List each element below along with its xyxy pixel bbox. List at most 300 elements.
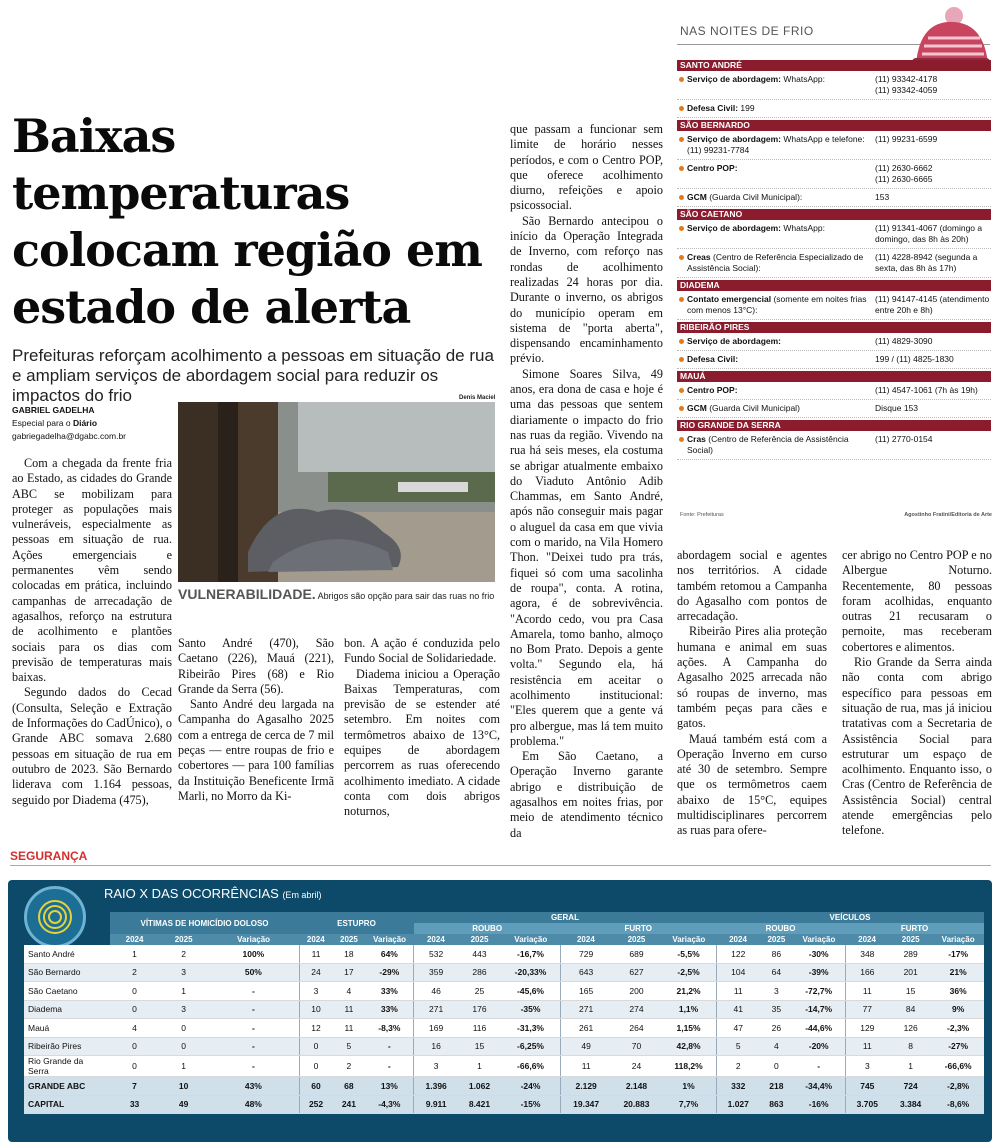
sidebar-contact-row: [677, 189, 991, 207]
sidebar-contact-row: [677, 400, 991, 418]
table-cell: 3: [159, 963, 208, 982]
table-cell: 10: [299, 1000, 333, 1019]
contact-phone: [875, 103, 991, 114]
header-estupro: ESTUPRO: [299, 912, 414, 934]
table-cell: 7: [110, 1077, 159, 1096]
row-city: São Bernardo: [24, 963, 110, 982]
contact-label-detail: (Guarda Civil Municipal):: [706, 192, 803, 202]
row-city: Rio Grande da Serra: [24, 1056, 110, 1077]
year-header: 2025: [760, 934, 793, 945]
table-cell: 24: [299, 963, 333, 982]
contact-label-strong: Contato emergencial: [687, 294, 772, 304]
table-cell: -: [208, 1056, 299, 1077]
table-cell: -44,6%: [793, 1019, 845, 1038]
table-cell: 9.911: [414, 1095, 458, 1114]
year-header: Variação: [662, 934, 716, 945]
table-cell: 241: [333, 1095, 366, 1114]
table-cell: 3.384: [889, 1095, 932, 1114]
year-header: Variação: [501, 934, 560, 945]
table-cell: 3: [845, 1056, 889, 1077]
table-cell: 7,7%: [662, 1095, 716, 1114]
paragraph: Santo André deu largada na Campanha do Agasalho 2025 com a entrega de cerca de 7 mil peças — entre roupas de frio e cobertores — para 100 famílias da Instituição Beneficente Irmã Marli, no Morro da Ki-: [178, 697, 334, 803]
table-cell: 1,15%: [662, 1019, 716, 1038]
table-cell: 0: [159, 1037, 208, 1056]
table-cell: 9%: [932, 1000, 984, 1019]
table-cell: 11: [845, 1037, 889, 1056]
row-city: São Caetano: [24, 982, 110, 1001]
sidebar-city-header: SÃO BERNARDO: [677, 120, 991, 131]
table-cell: 11: [845, 982, 889, 1001]
table-cell: -20,33%: [501, 963, 560, 982]
table-cell: 4: [110, 1019, 159, 1038]
table-cell: -20%: [793, 1037, 845, 1056]
table-cell: 165: [560, 982, 611, 1001]
headline: Baixas temperaturas colocam região em estado de alerta: [12, 109, 482, 334]
paragraph: Com a chegada da frente fria ao Estado, as cidades do Grande ABC se mobilizam para proteger as populações mais vulneráveis, especialmente as pessoas em situação de rua. Ações emergenciais e permanentes vêm sendo colocadas em prática, incluindo campanhas de arrecadação de agasalhos, reforço na estrutura de acolhimento e plantões sociais para os dias com previsão de temperaturas mais baixas.: [12, 456, 172, 685]
table-cell: 70: [611, 1037, 661, 1056]
sidebar-contacts: [677, 58, 991, 460]
table-cell: 21,2%: [662, 982, 716, 1001]
table-cell: 11: [299, 945, 333, 963]
article-column-3: [344, 636, 500, 820]
table-cell: -72,7%: [793, 982, 845, 1001]
table-row: [24, 963, 984, 982]
panel-title: [104, 886, 321, 901]
table-cell: -35%: [501, 1000, 560, 1019]
year-header: Variação: [793, 934, 845, 945]
table-cell: 8: [889, 1037, 932, 1056]
table-cell: 13%: [365, 1077, 414, 1096]
row-city: Santo André: [24, 945, 110, 963]
sidebar-city-header: DIADEMA: [677, 280, 991, 291]
table-cell: 2: [716, 1056, 760, 1077]
table-cell: 11: [333, 1000, 366, 1019]
table-cell: 271: [414, 1000, 458, 1019]
table-cell: 19.347: [560, 1095, 611, 1114]
table-cell: 36%: [932, 982, 984, 1001]
paragraph: Rio Grande da Serra ainda não conta com abrigo específico para pessoas em situação de rua, mas já iniciou tratativas com a Secretaria de Assistência Social para estruturar um espaço de acolhimento. Enquanto isso, o Cras (Centro de Referência de Assistência Social) central atende emergências pelo telefone.: [842, 655, 992, 838]
article-column-2: [178, 636, 334, 804]
table-cell: 348: [845, 945, 889, 963]
table-row: [24, 1056, 984, 1077]
table-cell: 200: [611, 982, 661, 1001]
contact-phone: (11) 4547-1061 (7h às 19h): [875, 385, 978, 395]
table-cell: 4: [760, 1037, 793, 1056]
sidebar-contact-row: [677, 382, 991, 400]
panel-subtitle: (Em abril): [282, 890, 322, 900]
sidebar-contact-row: [677, 351, 991, 369]
table-cell: 122: [716, 945, 760, 963]
table-cell: 126: [889, 1019, 932, 1038]
table-cell: 50%: [208, 963, 299, 982]
table-cell: 643: [560, 963, 611, 982]
sidebar-art-credit: Agostinho Fratini/Editoria de Arte: [904, 512, 992, 518]
section-rule: [10, 865, 991, 866]
article-column-6: [842, 548, 992, 839]
contact-label-detail: (Centro de Referência Especializado de Assistência Social):: [687, 252, 864, 273]
contact-label: [677, 434, 875, 456]
table-cell: 289: [889, 945, 932, 963]
table-cell: 532: [414, 945, 458, 963]
table-cell: -15%: [501, 1095, 560, 1114]
sidebar-title: NAS NOITES DE FRIO: [680, 24, 814, 38]
paragraph: Santo André (470), São Caetano (226), Mauá (221), Ribeirão Pires (68) e Rio Grande da Serra (56).: [178, 636, 334, 696]
table-cell: 286: [458, 963, 501, 982]
table-cell: 2: [333, 1056, 366, 1077]
article-column-1: [12, 456, 172, 808]
year-header: 2025: [611, 934, 661, 945]
contact-label: [677, 223, 875, 245]
table-cell: -8,6%: [932, 1095, 984, 1114]
table-cell: 64%: [365, 945, 414, 963]
sidebar-contact-row: [677, 100, 991, 118]
contact-label-strong: Serviço de abordagem:: [687, 223, 782, 233]
table-cell: 10: [159, 1077, 208, 1096]
table-cell: -24%: [501, 1077, 560, 1096]
row-city: CAPITAL: [24, 1095, 110, 1114]
table-cell: 1: [159, 1056, 208, 1077]
table-cell: 48%: [208, 1095, 299, 1114]
table-cell: 16: [414, 1037, 458, 1056]
contact-label: [677, 103, 875, 114]
author-role: Especial para o Diário: [12, 418, 98, 428]
table-cell: 60: [299, 1077, 333, 1096]
table-cell: 47: [716, 1019, 760, 1038]
header-geral: GERAL: [414, 912, 716, 923]
photo-caption: [178, 586, 498, 602]
sidebar-city-header: SANTO ANDRÉ: [677, 60, 991, 71]
table-cell: 3.705: [845, 1095, 889, 1114]
year-header: 2025: [889, 934, 932, 945]
contact-label-strong: Serviço de abordagem:: [687, 74, 782, 84]
table-cell: -: [365, 1056, 414, 1077]
year-header: 2024: [560, 934, 611, 945]
paragraph: cer abrigo no Centro POP e no Albergue Noturno. Recentemente, 80 pessoas foram acolhidas, enquanto outras 21 recusaram o pernoite, mas receberam cobertores e alimentos.: [842, 548, 992, 654]
table-cell: 274: [611, 1000, 661, 1019]
paragraph: Mauá também está com a Operação Inverno em curso até 30 de setembro. Sempre que os termômetros caem abaixo de 15°C, equipes multidisciplinares percorrem as ruas para ofere-: [677, 731, 827, 838]
table-cell: -2,8%: [932, 1077, 984, 1096]
paragraph: Diadema iniciou a Operação Baixas Temperaturas, com previsão de se estender até setembro. Em noites com termômetros abaixo de 13°C, equipes de abordagem percorrem as ruas oferecendo acolhimento imediato. A cidade conta com dois abrigos noturnos,: [344, 666, 500, 819]
table-cell: 104: [716, 963, 760, 982]
table-cell: 2: [110, 963, 159, 982]
table-cell: -4,3%: [365, 1095, 414, 1114]
table-row: [24, 1077, 984, 1096]
table-cell: 0: [299, 1037, 333, 1056]
occurrences-table: [24, 912, 984, 1114]
year-header: 2024: [299, 934, 333, 945]
contact-label-detail: WhatsApp:: [781, 74, 825, 84]
table-cell: 49: [159, 1095, 208, 1114]
table-cell: 3: [159, 1000, 208, 1019]
table-cell: 1.396: [414, 1077, 458, 1096]
table-cell: 218: [760, 1077, 793, 1096]
table-row: [24, 982, 984, 1001]
table-cell: 3: [414, 1056, 458, 1077]
table-cell: 169: [414, 1019, 458, 1038]
table-cell: 0: [110, 982, 159, 1001]
table-cell: 271: [560, 1000, 611, 1019]
contact-label-strong: Serviço de abordagem:: [687, 134, 782, 144]
contact-label: [677, 294, 875, 316]
author-email: gabriegadelha@dgabc.com.br: [12, 431, 127, 441]
table-cell: 33%: [365, 1000, 414, 1019]
article-photo: [178, 402, 495, 582]
table-cell: 1,1%: [662, 1000, 716, 1019]
year-header: 2025: [159, 934, 208, 945]
table-cell: -27%: [932, 1037, 984, 1056]
table-cell: 24: [611, 1056, 661, 1077]
table-cell: -2,5%: [662, 963, 716, 982]
table-cell: 129: [845, 1019, 889, 1038]
paragraph: que passam a funcionar sem limite de horário nesses períodos, e com o Centro POP, que oferece acolhimento diurno, refeições e apoio psicossocial.: [510, 122, 663, 213]
table-cell: 1.027: [716, 1095, 760, 1114]
homeless-shelter-photo-illustration: [178, 402, 495, 582]
table-cell: -45,6%: [501, 982, 560, 1001]
table-cell: 3: [299, 982, 333, 1001]
table-cell: -31,3%: [501, 1019, 560, 1038]
table-cell: 42,8%: [662, 1037, 716, 1056]
table-cell: 0: [159, 1019, 208, 1038]
contact-label-detail: (Centro de Referência de Assistência Social): [687, 434, 849, 455]
table-cell: -: [208, 1037, 299, 1056]
year-header: Variação: [208, 934, 299, 945]
table-cell: -39%: [793, 963, 845, 982]
table-cell: 18: [333, 945, 366, 963]
sidebar-city-header: RIO GRANDE DA SERRA: [677, 420, 991, 431]
table-cell: 729: [560, 945, 611, 963]
sidebar-contact-row: [677, 249, 991, 278]
contact-label-strong: Defesa Civil:: [687, 354, 739, 364]
contact-phone: (11) 94147-4145 (atendimento entre 20h e 8h): [875, 294, 990, 315]
table-cell: -16,7%: [501, 945, 560, 963]
table-cell: 4: [333, 982, 366, 1001]
contact-label: [677, 252, 875, 274]
table-cell: 1%: [662, 1077, 716, 1096]
table-cell: 627: [611, 963, 661, 982]
table-cell: 68: [333, 1077, 366, 1096]
sidebar-contact-row: [677, 431, 991, 460]
contact-phone: (11) 2770-0154: [875, 434, 933, 444]
table-cell: 17: [333, 963, 366, 982]
sidebar-contact-row: [677, 131, 991, 160]
sidebar-source: Fonte: Prefeituras: [680, 512, 724, 518]
table-cell: -16%: [793, 1095, 845, 1114]
table-cell: 166: [845, 963, 889, 982]
table-cell: -: [365, 1037, 414, 1056]
row-city: Ribeirão Pires: [24, 1037, 110, 1056]
table-cell: 11: [333, 1019, 366, 1038]
header-homicidio: VÍTIMAS DE HOMICÍDIO DOLOSO: [110, 912, 299, 934]
section-label: SEGURANÇA: [10, 849, 88, 863]
table-row: [24, 1019, 984, 1038]
table-cell: -: [793, 1056, 845, 1077]
contact-label: [677, 192, 875, 203]
table-cell: 116: [458, 1019, 501, 1038]
table-cell: -: [208, 982, 299, 1001]
contact-label: [677, 354, 875, 365]
table-cell: 0: [110, 1056, 159, 1077]
table-cell: -17%: [932, 945, 984, 963]
year-header: 2024: [716, 934, 760, 945]
sidebar-footer: [680, 512, 992, 518]
contact-label-strong: GCM: [687, 403, 707, 413]
caption-text: Abrigos são opção para sair das ruas no frio: [315, 591, 495, 601]
table-cell: 49: [560, 1037, 611, 1056]
contact-phone: 199 / (11) 4825-1830: [875, 354, 954, 364]
table-cell: 84: [889, 1000, 932, 1019]
contact-phone: (11) 91341-4067 (domingo a domingo, das 8h às 20h): [875, 223, 983, 244]
table-cell: 25: [458, 982, 501, 1001]
sidebar-city-header: MAUÁ: [677, 371, 991, 382]
contact-label-strong: Centro POP:: [687, 163, 738, 173]
table-cell: -29%: [365, 963, 414, 982]
table-cell: -5,5%: [662, 945, 716, 963]
table-cell: 46: [414, 982, 458, 1001]
sidebar-contact-row: [677, 160, 991, 189]
contact-label-strong: Creas: [687, 252, 711, 262]
contact-label-strong: Defesa Civil:: [687, 103, 739, 113]
year-header: 2025: [458, 934, 501, 945]
table-cell: 0: [110, 1000, 159, 1019]
byline: [12, 404, 172, 443]
table-cell: 176: [458, 1000, 501, 1019]
caption-keyword: VULNERABILIDADE.: [178, 586, 316, 602]
table-cell: 33%: [365, 982, 414, 1001]
article-column-4: [510, 122, 663, 841]
table-row: [24, 1037, 984, 1056]
table-cell: 5: [333, 1037, 366, 1056]
table-cell: -6,25%: [501, 1037, 560, 1056]
contact-label-detail: WhatsApp:: [781, 223, 825, 233]
table-cell: 1.062: [458, 1077, 501, 1096]
table-cell: 724: [889, 1077, 932, 1096]
paragraph: Ribeirão Pires alia proteção humana e animal em suas ações. A Campanha do Agasalho 2025 arrecada não só roupas de inverno, mas também peças para cães e gatos.: [677, 624, 827, 731]
year-header: 2024: [845, 934, 889, 945]
photo-credit: Denis Maciel: [459, 395, 496, 401]
sidebar-contact-row: [677, 333, 991, 351]
header-blank: [24, 912, 110, 945]
contact-phone: (11) 2630-6662 (11) 2630-6665: [875, 163, 933, 184]
table-cell: 1: [110, 945, 159, 963]
table-cell: 11: [560, 1056, 611, 1077]
table-cell: 33: [110, 1095, 159, 1114]
row-city: Diadema: [24, 1000, 110, 1019]
header-roubo: ROUBO: [716, 923, 845, 934]
table-cell: 0: [760, 1056, 793, 1077]
contact-label-detail: WhatsApp e telefone: (11) 99231-7784: [687, 134, 865, 155]
table-cell: 0: [299, 1056, 333, 1077]
sidebar-city-header: RIBEIRÃO PIRES: [677, 322, 991, 333]
table-cell: 41: [716, 1000, 760, 1019]
table-cell: -14,7%: [793, 1000, 845, 1019]
contact-label-strong: Cras: [687, 434, 706, 444]
year-header: Variação: [932, 934, 984, 945]
table-cell: -66,6%: [932, 1056, 984, 1077]
table-cell: -8,3%: [365, 1019, 414, 1038]
table-cell: 118,2%: [662, 1056, 716, 1077]
table-cell: 264: [611, 1019, 661, 1038]
table-cell: -66,6%: [501, 1056, 560, 1077]
header-roubo: ROUBO: [414, 923, 561, 934]
table-cell: 43%: [208, 1077, 299, 1096]
contact-label: [677, 134, 875, 156]
table-cell: 261: [560, 1019, 611, 1038]
paragraph: Em São Caetano, a Operação Inverno garante abrigo e distribuição de agasalhos em noites frias, por meio de atendimento técnico da: [510, 749, 663, 840]
table-cell: 100%: [208, 945, 299, 963]
table-cell: 77: [845, 1000, 889, 1019]
table-cell: 5: [716, 1037, 760, 1056]
table-cell: 12: [299, 1019, 333, 1038]
contact-label-strong: Serviço de abordagem:: [687, 336, 782, 346]
paragraph: Segundo dados do Cecad (Consulta, Seleção e Extração de Informações do CadÚnico), o Grande ABC somava 2.680 pessoas em situação de rua em outubro de 2023. São Bernardo liderava com 1.164 pessoas, seguido por Diadema (475),: [12, 685, 172, 807]
table-cell: 745: [845, 1077, 889, 1096]
year-header: 2024: [414, 934, 458, 945]
sidebar-contact-row: [677, 291, 991, 320]
table-row: [24, 1000, 984, 1019]
table-cell: 863: [760, 1095, 793, 1114]
table-cell: 20.883: [611, 1095, 661, 1114]
table-cell: 1: [159, 982, 208, 1001]
table-cell: 332: [716, 1077, 760, 1096]
header-furto: FURTO: [845, 923, 984, 934]
table-cell: 201: [889, 963, 932, 982]
paragraph: São Bernardo antecipou o início da Operação Integrada de Inverno, com reforço nas rondas de acolhimento realizadas 24 horas por dia. Durante o inverno, os abrigos do município operam em sistema de "porta aberta", dispensando encaminhamento prévio.: [510, 213, 663, 366]
table-cell: 2.148: [611, 1077, 661, 1096]
paragraph: Simone Soares Silva, 49 anos, era dona de casa e hoje é uma das pessoas que sentem diariamente o impacto do frio nas ruas da região. Vivendo na rua há seis meses, ela costuma se abrigar atualmente embaixo do Viaduto Antônio Adib Chammas, em Santo André, após não conseguir mais pagar o aluguel da casa em que vivia com o marido, na Vila Homero Thon. "Deixei tudo pra trás, fiquei só com uma sacolinha de roupa", conta. A rotina, agora, é de sobrevivência. "Acordo cedo, vou pra Casa Amarela, tomo banho, almoço no Bom Prato. Depois a gente volta." Segundo ela, há resistência em aceitar o acolhimento institucional: "Eles querem que a gente vá pro albergue, mas lá tem muito problema.": [510, 366, 663, 748]
header-veiculos: VEÍCULOS: [716, 912, 984, 923]
table-cell: 15: [458, 1037, 501, 1056]
contact-phone: (11) 99231-6599: [875, 134, 938, 144]
contact-label-detail: (somente em noites frias com menos 13°C):: [687, 294, 867, 315]
sidebar-contact-row: [677, 71, 991, 100]
contact-label-strong: GCM: [687, 192, 707, 202]
year-header: 2024: [110, 934, 159, 945]
author-name: GABRIEL GADELHA: [12, 405, 95, 415]
table-cell: -: [208, 1000, 299, 1019]
table-cell: 21%: [932, 963, 984, 982]
year-header: Variação: [365, 934, 414, 945]
year-header: 2025: [333, 934, 366, 945]
contact-label: [677, 385, 875, 396]
contact-label: [677, 403, 875, 414]
contact-label-strong: Centro POP:: [687, 385, 738, 395]
table-cell: 1: [458, 1056, 501, 1077]
table-cell: 64: [760, 963, 793, 982]
table-cell: 35: [760, 1000, 793, 1019]
table-cell: 8.421: [458, 1095, 501, 1114]
contact-phone: (11) 4829-3090: [875, 336, 933, 346]
sidebar-contact-row: [677, 220, 991, 249]
contact-label-detail: (Guarda Civil Municipal): [706, 403, 800, 413]
contact-label: [677, 74, 875, 96]
table-row: [24, 1095, 984, 1114]
table-row: [24, 945, 984, 963]
header-furto: FURTO: [560, 923, 716, 934]
table-cell: 359: [414, 963, 458, 982]
table-cell: 252: [299, 1095, 333, 1114]
table-cell: 1: [889, 1056, 932, 1077]
contact-label-detail: 199: [738, 103, 755, 113]
paragraph: bon. A ação é conduzida pelo Fundo Social de Solidariedade.: [344, 636, 500, 666]
table-cell: 86: [760, 945, 793, 963]
table-cell: 689: [611, 945, 661, 963]
table-cell: 2: [159, 945, 208, 963]
table-cell: -34,4%: [793, 1077, 845, 1096]
subhead: Prefeituras reforçam acolhimento a pessoas em situação de rua e ampliam serviços de abordagem social para reduzir os impactos do frio: [12, 346, 494, 405]
table-cell: -: [208, 1019, 299, 1038]
table-cell: 15: [889, 982, 932, 1001]
table-cell: -2,3%: [932, 1019, 984, 1038]
